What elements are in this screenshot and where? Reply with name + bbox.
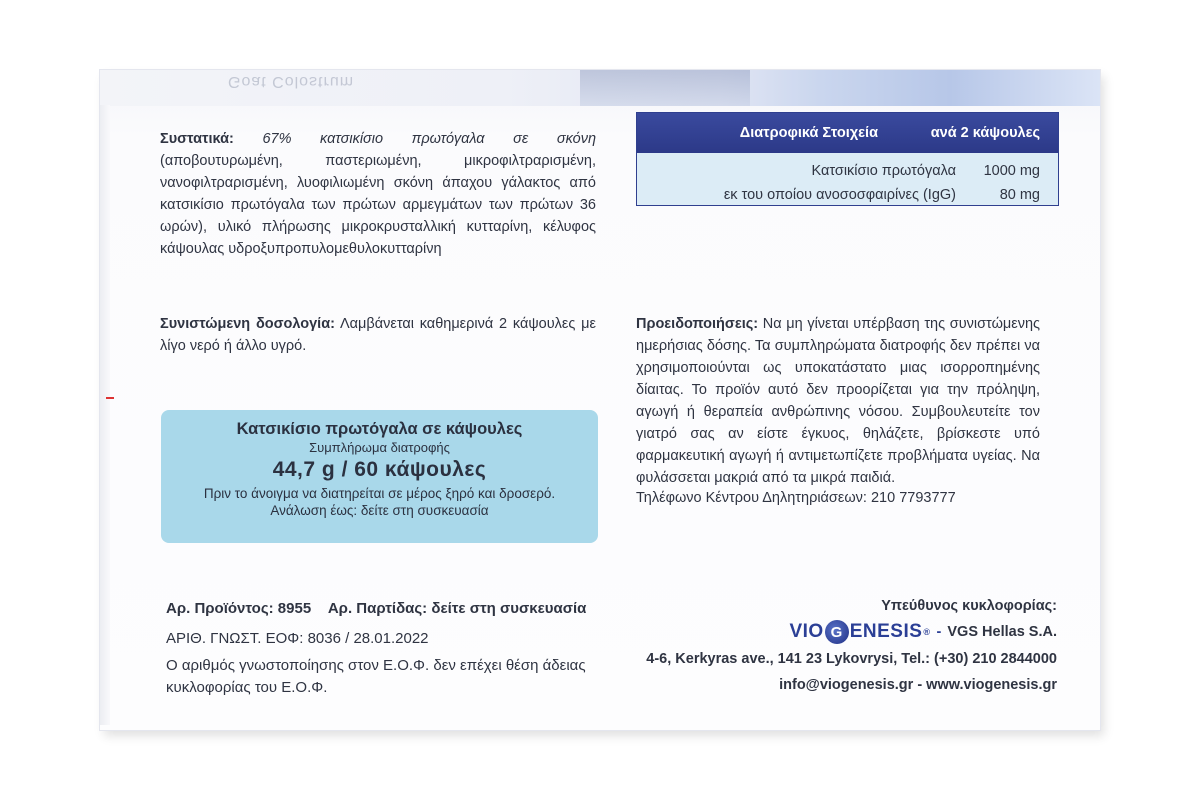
dosage-paragraph <box>160 313 596 357</box>
storage-instructions: Πριν το άνοιγμα να διατηρείται σε μέρος ξηρό και δροσερό. <box>203 486 556 501</box>
product-subtitle: Συμπλήρωμα διατροφής <box>309 440 450 455</box>
warnings-label: Προειδοποιήσεις: <box>636 316 759 332</box>
product-title: Κατσικίσιο πρωτόγαλα σε κάψουλες <box>236 420 523 438</box>
nutrition-header-label: Διατροφικά Στοιχεία <box>739 125 878 141</box>
nutrition-row-value: 80 mg <box>999 187 1040 203</box>
expiry-note: Ανάλωση έως: δείτε στη συσκευασία <box>270 503 489 518</box>
ingredients-paragraph <box>160 128 596 260</box>
viogenesis-logo <box>789 620 930 644</box>
ingredients-text: (αποβουτυρωμένη, παστεριωμένη, μικροφιλτραρισμένη, νανοφιλτραρισμένη, λυοφιλιωμένη σκόνη άπαχου γάλακτος από κατσικίσιο πρωτόγαλα των πρώτων αρμεγμάτων των πρώτων 36 ωρών), υλικό πλήρωσης μικροκρυσταλλική κυτταρίνη, κέλυφος κάψουλας υδροξυπροπυλομεθυλοκυτταρίνη <box>160 153 596 257</box>
logo-text-pre: VIO <box>789 621 824 642</box>
nutrition-header <box>637 113 1058 153</box>
nutrition-row-name: Κατσικίσιο πρωτόγαλα <box>811 163 956 179</box>
warnings-paragraph <box>636 313 1040 489</box>
distributor-label: Υπεύθυνος κυκλοφορίας: <box>881 598 1057 614</box>
nutrition-row-value: 1000 mg <box>983 163 1040 179</box>
product-number: Αρ. Προϊόντος: 8955 <box>166 600 312 617</box>
dosage-text: Λαμβάνεται καθημερινά 2 κάψουλες με λίγο νερό ή άλλο υγρό. <box>160 316 596 354</box>
logo-text-post: ENESIS <box>849 621 923 642</box>
nutrition-table <box>636 112 1059 206</box>
eof-number: ΑΡΙΘ. ΓΝΩΣΤ. ΕΟΦ: 8036 / 28.01.2022 <box>166 630 429 647</box>
distributor-brand-line <box>789 620 1057 644</box>
distributor-contact: info@viogenesis.gr - www.viogenesis.gr <box>779 677 1057 693</box>
company-name: VGS Hellas S.A. <box>947 624 1057 640</box>
eof-note: Ο αριθμός γνωστοποίησης στον Ε.Ο.Φ. δεν επέχει θέση άδειας κυκλοφορίας του Ε.Ο.Φ. <box>166 657 586 696</box>
poison-center-phone: Τηλέφωνο Κέντρου Δηλητηριάσεων: 210 7793777 <box>636 490 956 506</box>
batch-number: Αρ. Παρτίδας: δείτε στη συσκευασία <box>327 600 587 617</box>
distributor-address: 4-6, Kerkyras ave., 141 23 Lykovrysi, Tel.: (+30) 210 2844000 <box>646 651 1057 667</box>
nutrition-row-name: εκ του οποίου ανοσοσφαιρίνες (IgG) <box>723 187 956 203</box>
top-band-graphic <box>580 70 750 106</box>
registered-mark: ® <box>923 627 931 637</box>
product-quantity: 44,7 g / 60 κάψουλες <box>272 458 487 481</box>
brand-dash: - <box>936 624 942 640</box>
product-codes-line <box>166 600 586 617</box>
package-left-edge <box>100 105 110 725</box>
dosage-label: Συνιστώμενη δοσολογία: <box>160 316 335 332</box>
nutrition-row <box>637 183 1058 207</box>
red-edge-mark <box>106 397 114 399</box>
ingredients-highlight: 67% κατσικίσιο πρωτόγαλα σε σκόνη <box>262 131 597 147</box>
nutrition-header-per: ανά 2 κάψουλες <box>930 125 1040 141</box>
product-info-box <box>161 410 598 543</box>
nutrition-row <box>637 159 1058 183</box>
logo-g-globe-icon: G <box>825 620 849 644</box>
mirrored-top-text: Goat Colostrum <box>228 73 355 90</box>
ingredients-label: Συστατικά: <box>160 131 234 147</box>
warnings-text: Να μη γίνεται υπέρβαση της συνιστώμενης ημερήσιας δόσης. Τα συμπληρώματα διατροφής δεν πρέπει να χρησιμοποιούνται ως υποκατάστατο μιας ισορροπημένης δίαιτας. Το προϊόν αυτό δεν προορίζεται για την πρόληψη, αγωγή ή θεραπεία ανθρώπινης νόσου. Συμβουλευτείτε τον γιατρό σας αν είστε έγκυος, θηλάζετε, βρίσκεστε υπό φαρμακευτική αγωγή ή αντιμετωπίζετε προβλήματα υγείας. Να φυλάσσεται μακριά από τα μικρά παιδιά. <box>636 316 1041 486</box>
package-top-band <box>100 70 1100 106</box>
